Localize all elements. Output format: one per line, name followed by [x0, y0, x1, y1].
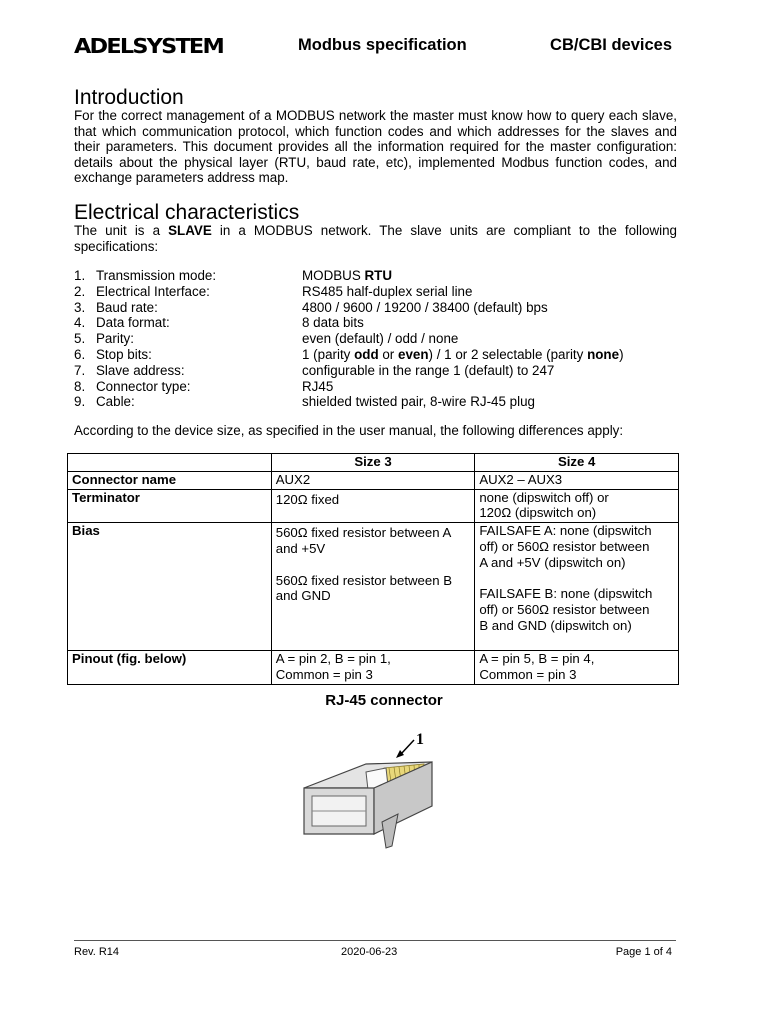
cell-line: 560Ω fixed resistor between A: [275, 525, 452, 541]
spec-label: Slave address:: [96, 362, 185, 378]
stop-bits-text: 1 (parity: [302, 346, 355, 362]
cell-line: off) or 560Ω resistor between: [479, 602, 650, 618]
intro-paragraph: For the correct management of a MODBUS network the master must know how to query each slave, that which communication protocol, which function codes and which addresses for the slaves and their parameters. This document provides all the information required for the master configuration: details about the physical layer (RTU, baud rate, etc), implemented Modbus function codes, and exchange parameters address map.: [74, 108, 677, 186]
stop-bits-bold: odd: [354, 346, 379, 362]
stop-bits-text: ) / 1 or 2 selectable (parity: [428, 346, 588, 362]
size3-cell: [271, 651, 475, 685]
spec-value: configurable in the range 1 (default) to 247: [302, 362, 555, 378]
electrical-heading: Electrical characteristics: [74, 201, 300, 224]
footer-date: 2020-06-23: [341, 946, 398, 958]
spec-number: 6.: [74, 346, 86, 362]
spec-number: 4.: [74, 315, 86, 331]
pin-label: 1: [416, 731, 424, 748]
spec-number: 8.: [74, 378, 86, 394]
spec-value-stop-bits: [302, 347, 624, 363]
size4-cell: [475, 523, 679, 651]
page-header: [74, 34, 674, 58]
spec-number: 9.: [74, 394, 86, 410]
spec-value: even (default) / odd / none: [302, 331, 459, 347]
figure-title: RJ-45 connector: [325, 692, 443, 709]
cell-line: 560Ω fixed resistor between B: [275, 572, 452, 588]
spec-value: RJ45: [302, 378, 334, 394]
cell-line: A = pin 2, B = pin 1,: [275, 651, 391, 667]
spec-value-bold: RTU: [364, 268, 393, 283]
spec-number: 7.: [74, 362, 86, 378]
spec-label: Electrical Interface:: [96, 283, 210, 299]
spec-label: Parity:: [96, 331, 134, 347]
stop-bits-bold: none: [587, 346, 620, 362]
cell-line: [276, 557, 471, 573]
spec-label: Cable:: [96, 394, 135, 410]
cell-line: B and GND (dipswitch on): [479, 617, 632, 633]
row-label: Connector name: [68, 471, 272, 489]
spec-label: Data format:: [96, 315, 170, 331]
stop-bits-text: or: [378, 346, 398, 362]
header-title: Modbus specification: [298, 36, 467, 54]
cell-line: and +5V: [275, 540, 326, 556]
electrical-paragraph: [74, 223, 677, 254]
footer-divider: [74, 940, 676, 941]
cell-line: [479, 571, 674, 587]
table-header-cell: Size 3: [271, 454, 475, 472]
size4-cell: [475, 651, 679, 685]
footer-page-number: Page 1 of 4: [615, 946, 672, 958]
pin-arrow: [401, 740, 414, 754]
electrical-text-post: in a MODBUS network. The slave units are compliant to the following specifications:: [74, 223, 677, 254]
cell-line: AUX2: [275, 471, 311, 487]
company-logo: ADELSYSTEM: [74, 34, 223, 58]
electrical-text-bold: SLAVE: [168, 223, 212, 238]
row-label: Bias: [68, 523, 272, 651]
table-header-cell: [68, 454, 272, 472]
size-differences-note: According to the device size, as specified in the user manual, the following differences apply:: [74, 423, 624, 438]
spec-value: [302, 268, 392, 284]
stop-bits-bold: even: [398, 346, 429, 362]
size-comparison-table: [67, 453, 679, 685]
size3-cell: [271, 489, 475, 523]
spec-value: 8 data bits: [302, 315, 364, 331]
table-row: [68, 471, 679, 489]
cell-line: 120Ω fixed: [275, 491, 340, 507]
stop-bits-text: ): [619, 346, 624, 362]
cell-line: Common = pin 3: [479, 666, 577, 682]
cell-line: and GND: [275, 588, 331, 604]
header-devices: CB/CBI devices: [550, 36, 672, 54]
table-header-row: [68, 454, 679, 472]
spec-label: Transmission mode:: [96, 268, 217, 283]
row-label: Terminator: [68, 489, 272, 523]
spec-value: shielded twisted pair, 8-wire RJ-45 plug: [302, 394, 535, 410]
cell-line: A and +5V (dipswitch on): [479, 554, 626, 570]
rj45-connector-illustration: [294, 726, 444, 856]
cell-line: Common = pin 3: [275, 666, 373, 682]
electrical-text-pre: The unit is a: [74, 223, 169, 238]
table-row: [68, 523, 679, 651]
table-header-cell: Size 4: [475, 454, 679, 472]
spec-value-text: MODBUS: [302, 268, 365, 283]
row-label: Pinout (fig. below): [68, 651, 272, 685]
size4-cell: [475, 471, 679, 489]
intro-heading: Introduction: [74, 86, 184, 109]
spec-number: 3.: [74, 299, 86, 315]
footer-revision: Rev. R14: [74, 946, 120, 958]
spec-number: 5.: [74, 331, 86, 347]
cell-line: FAILSAFE A: none (dipswitch: [479, 523, 652, 539]
table-row: [68, 489, 679, 523]
cell-line: AUX2 – AUX3: [479, 471, 563, 487]
spec-number: 1.: [74, 268, 86, 283]
spec-number: 2.: [74, 283, 86, 299]
spec-label: Baud rate:: [96, 299, 158, 315]
cell-line: none (dipswitch off) or: [479, 489, 609, 505]
cell-line: off) or 560Ω resistor between: [479, 538, 650, 554]
table-row: [68, 651, 679, 685]
cell-line: FAILSAFE B: none (dipswitch: [479, 586, 653, 602]
size4-cell: [475, 489, 679, 523]
spec-value: 4800 / 9600 / 19200 / 38400 (default) bps: [302, 299, 548, 315]
spec-value: RS485 half-duplex serial line: [302, 283, 473, 299]
size3-cell: [271, 523, 475, 651]
size3-cell: [271, 471, 475, 489]
spec-label: Connector type:: [96, 378, 191, 394]
cell-line: 120Ω (dipswitch on): [479, 505, 597, 521]
spec-label: Stop bits:: [96, 346, 152, 362]
cell-line: A = pin 5, B = pin 4,: [479, 651, 595, 667]
